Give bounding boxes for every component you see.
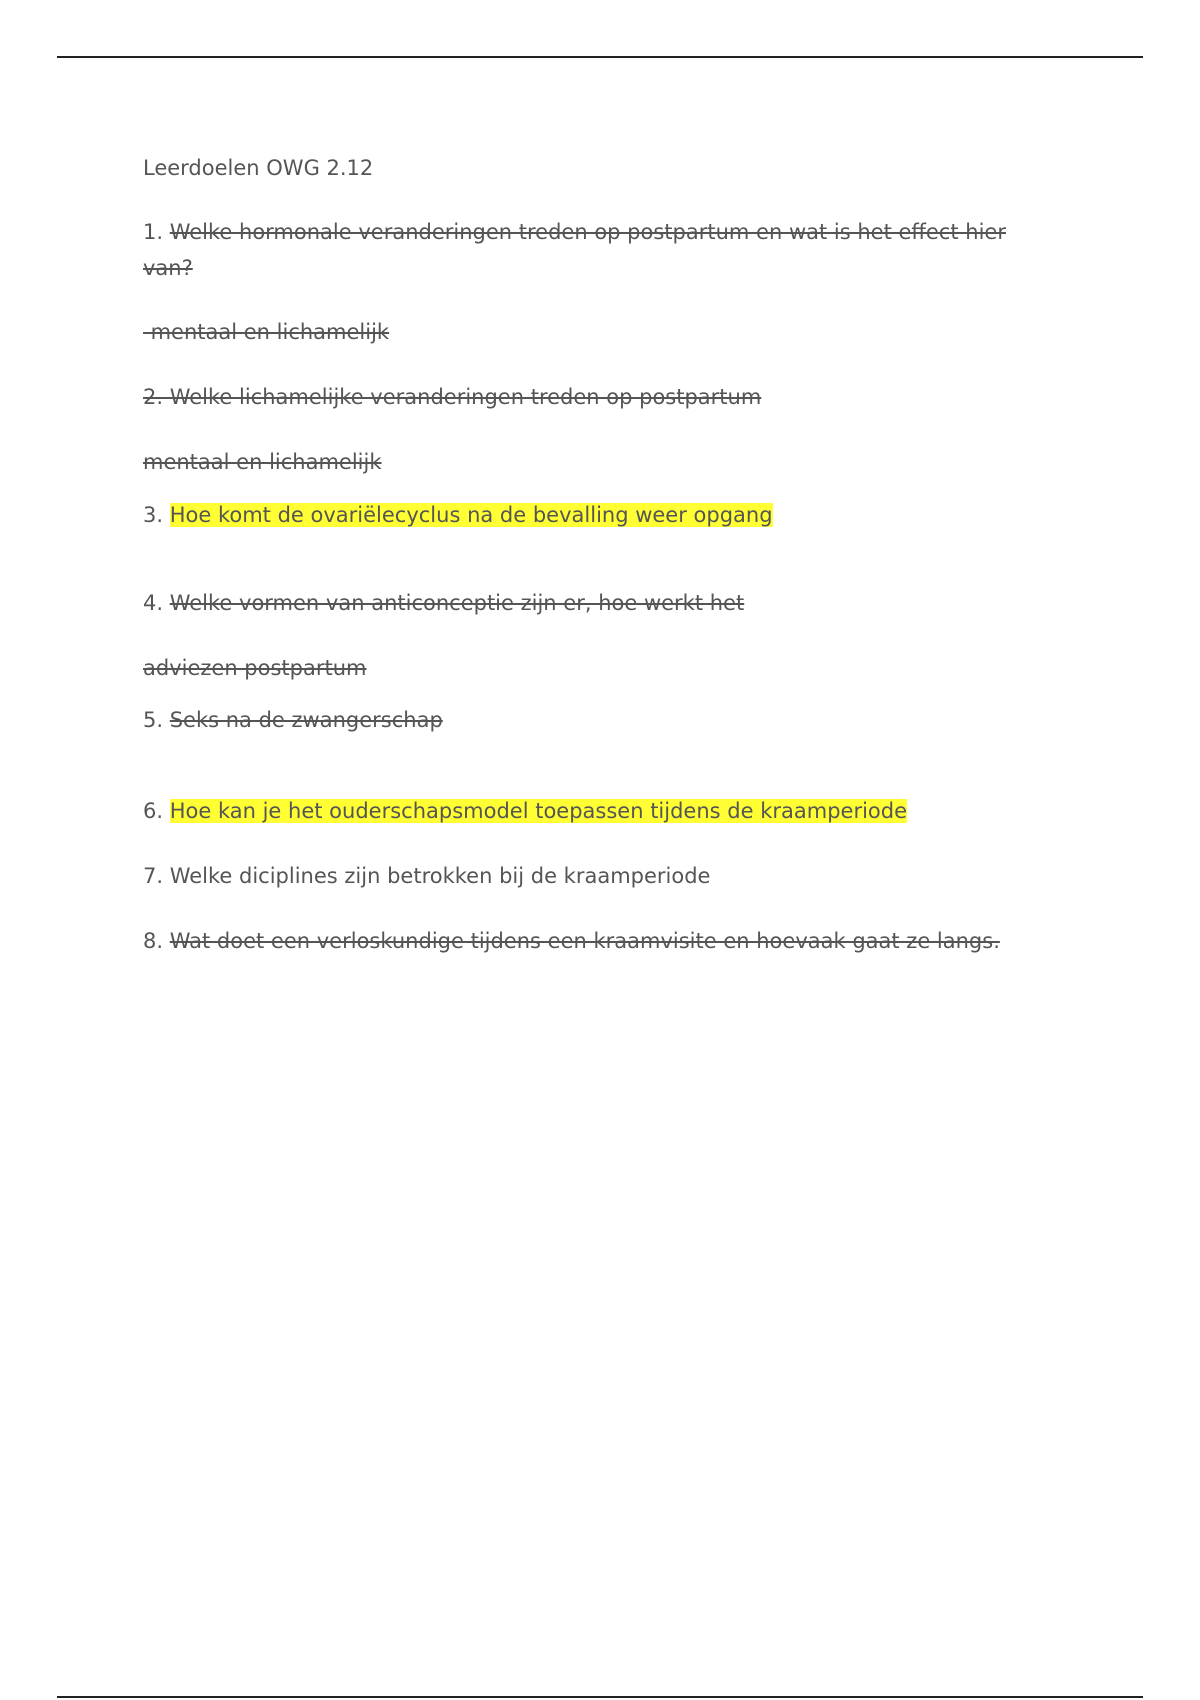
top-rule: [57, 56, 1143, 58]
list-item-1: [143, 214, 1023, 286]
item-number: 6.: [143, 799, 170, 823]
item-number: 1.: [143, 220, 170, 244]
list-item-2-sub: mentaal en lichamelijk: [143, 450, 382, 474]
item-number: 8.: [143, 929, 170, 953]
bottom-rule: [57, 1696, 1143, 1698]
list-item-7: [143, 858, 710, 894]
list-item-5: [143, 702, 443, 738]
list-item-6: [143, 793, 907, 829]
item-text: Welke vormen van anticonceptie zijn er, hoe werkt het: [169, 591, 745, 615]
item-text-highlighted: Hoe komt de ovariëlecyclus na de bevalling weer opgang: [169, 503, 773, 527]
item-text: Welke diciplines zijn betrokken bij de kraamperiode: [169, 864, 711, 888]
item-text: Welke hormonale veranderingen treden op postpartum en wat is het effect hier van?: [143, 220, 1006, 280]
item-number: 3.: [143, 503, 170, 527]
item-text-highlighted: Hoe kan je het ouderschapsmodel toepassen tijdens de kraamperiode: [169, 799, 908, 823]
list-item-3: [143, 497, 773, 533]
list-item-4: [143, 585, 744, 621]
document-title: Leerdoelen OWG 2.12: [143, 156, 374, 180]
item-text: Wat doet een verloskundige tijdens een kraamvisite en hoevaak gaat ze langs.: [169, 929, 1000, 953]
item-number: 5.: [143, 708, 170, 732]
item-number: 7.: [143, 864, 170, 888]
list-item-8: [143, 923, 1000, 959]
item-text: 2. Welke lichamelijke veranderingen treden op postpartum: [143, 385, 762, 409]
list-item-2: [143, 379, 761, 415]
item-text: Seks na de zwangerschap: [169, 708, 443, 732]
list-item-4-sub: adviezen postpartum: [143, 656, 367, 680]
item-number: 4.: [143, 591, 170, 615]
list-item-1-sub: -mentaal en lichamelijk: [143, 320, 390, 344]
